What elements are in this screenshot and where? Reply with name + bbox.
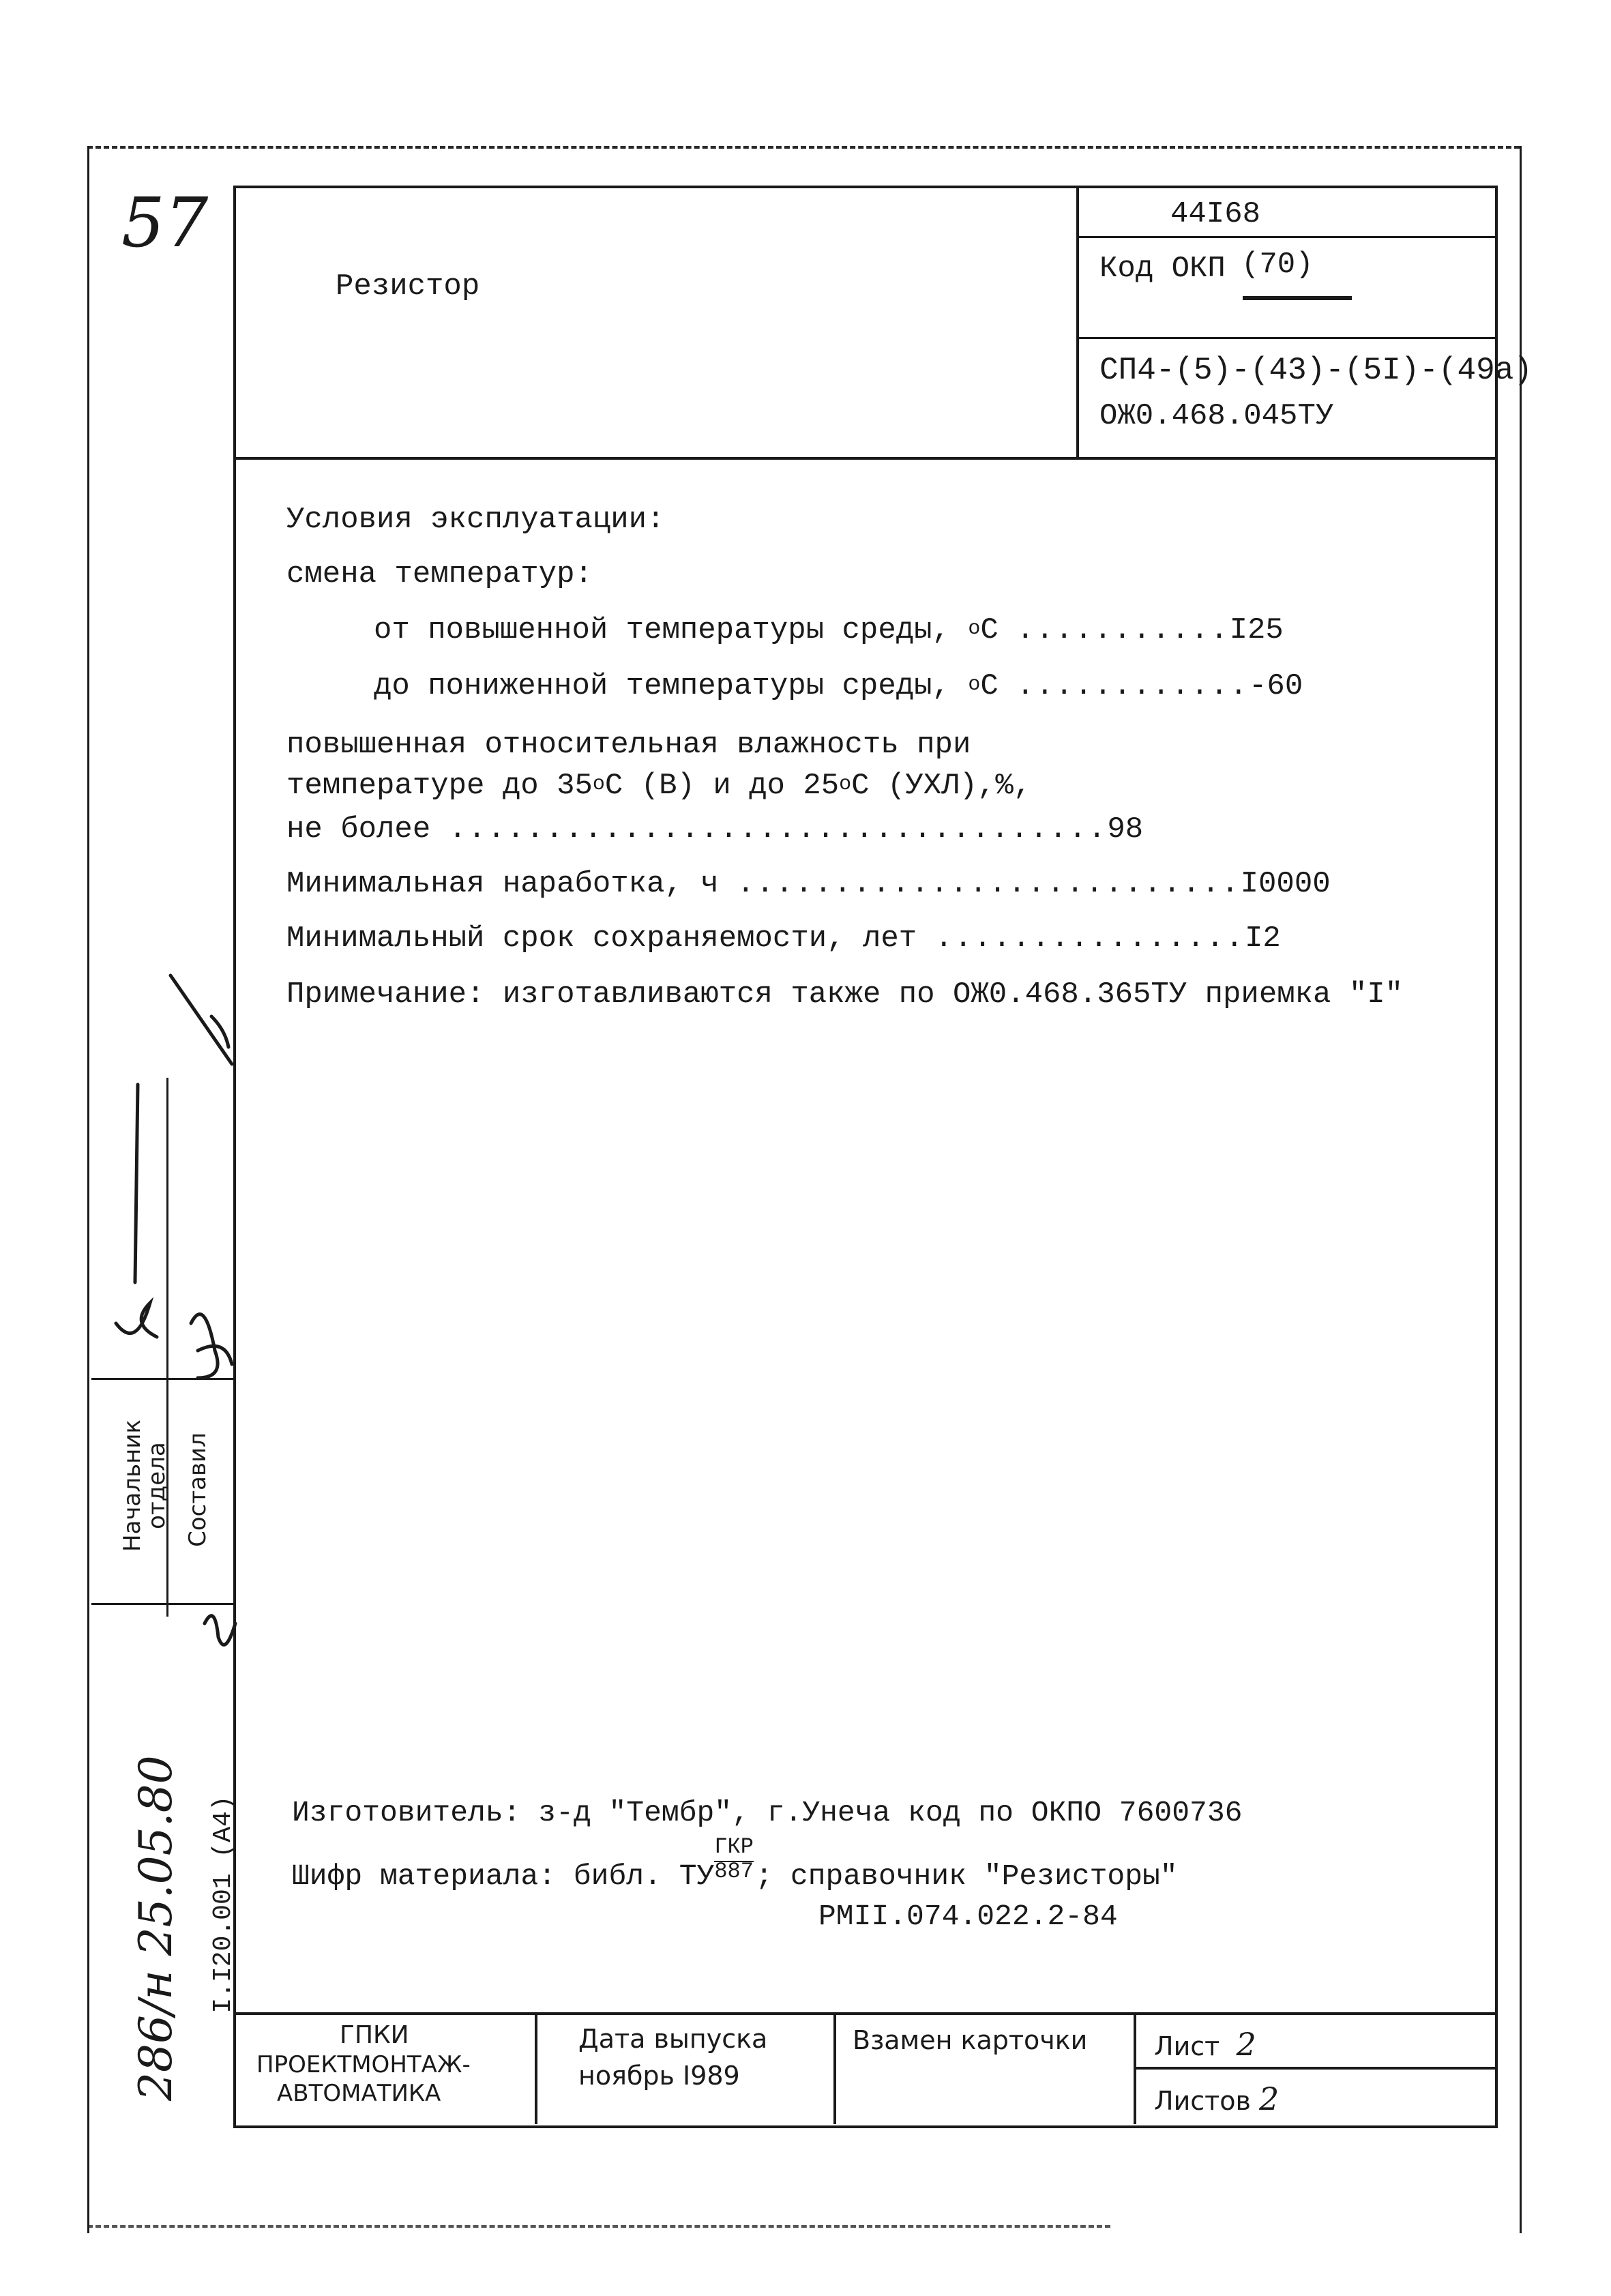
humidity-sup-1: о xyxy=(592,773,605,796)
note: Примечание: изготавливаются также по ОЖ0.468.365ТУ приемка "I" xyxy=(286,977,1404,1012)
stamp-compiled-label: Составил xyxy=(184,1432,211,1547)
humidity-not-more: не более xyxy=(286,812,431,847)
material-prefix: Шифр материала: библ. ТУ xyxy=(292,1859,715,1893)
humidity-line-2 xyxy=(286,771,1031,801)
header-code-line xyxy=(1076,236,1495,238)
signatures xyxy=(89,969,252,1705)
signature-small xyxy=(205,1616,235,1645)
main-frame xyxy=(233,186,1498,2128)
sheets-value: 2 xyxy=(1259,2080,1280,2117)
material-line-2: РМII.074.022.2-84 xyxy=(818,1900,1118,1933)
page-title: Резистор xyxy=(336,269,480,304)
high-temp-unit: С xyxy=(980,613,999,647)
leader-dots: ............ xyxy=(1016,669,1250,703)
leader-dots: .......................... xyxy=(737,867,1241,901)
header-vertical-divider xyxy=(1076,186,1079,458)
sheets-label-text: Листов xyxy=(1154,2086,1251,2116)
leader-dots: .................................. xyxy=(448,812,1108,847)
footer-divider-2 xyxy=(833,2012,836,2124)
fraction-top: ГКР xyxy=(714,1834,754,1859)
material-fraction xyxy=(714,1834,755,1884)
min-storage-value: I2 xyxy=(1245,922,1281,956)
low-temp-label: до пониженной температуры среды, xyxy=(374,669,950,703)
release-label: Дата выпуска xyxy=(578,2024,768,2054)
high-temp-label: от повышенной температуры среды, xyxy=(374,613,950,647)
low-temp-row xyxy=(374,671,1303,701)
stamp-head-label-2: отдела xyxy=(143,1442,171,1529)
temp-change-label: смена температур: xyxy=(286,557,593,591)
humidity-line-1: повышенная относительная влажность при xyxy=(286,728,971,762)
designation-line-2: ОЖ0.468.045ТУ xyxy=(1099,399,1334,433)
sheet-label xyxy=(1154,2026,1256,2063)
conditions-heading: Условия эксплуатации: xyxy=(286,503,665,537)
stamp-head-label-1: Начальник xyxy=(119,1419,146,1552)
signature-slash xyxy=(171,975,232,1064)
manufacturer-line: Изготовитель: з-д "Тембр", г.Унеча код по ОКПО 7600736 xyxy=(292,1796,1243,1829)
leader-dots: ................ xyxy=(934,922,1245,956)
low-temp-unit: С xyxy=(980,669,999,703)
org-line-3: АВТОМАТИКА xyxy=(277,2080,441,2107)
humidity-sup-2: о xyxy=(839,773,852,796)
high-temp-value: I25 xyxy=(1229,613,1284,647)
signature-head xyxy=(116,1085,157,1337)
footer-divider-1 xyxy=(535,2012,537,2124)
min-operating-label: Минимальная наработка, ч xyxy=(286,867,719,901)
humidity-line-3 xyxy=(286,812,1144,847)
org-line-2: ПРОЕКТМОНТАЖ- xyxy=(256,2051,471,2078)
org-line-1: ГПКИ xyxy=(340,2021,409,2049)
low-temp-value: -60 xyxy=(1249,669,1303,703)
designation-line-1: СП4-(5)-(43)-(5I)-(49а) xyxy=(1099,353,1533,388)
registration-handwritten: 286/н 25.05.80 xyxy=(130,1755,182,2101)
material-suffix: ; справочник "Резисторы" xyxy=(755,1859,1178,1893)
leader-dots: ........... xyxy=(1016,613,1230,647)
top-dashed-line xyxy=(87,146,1520,149)
humidity-value: 98 xyxy=(1107,812,1144,847)
humidity-text-c: С (УХЛ),%, xyxy=(851,769,1032,803)
sheet-value: 2 xyxy=(1236,2026,1256,2063)
okp-underline xyxy=(1243,296,1352,300)
sheet-number-handwritten: 57 xyxy=(121,183,209,263)
code-number: 44I68 xyxy=(1170,197,1261,231)
min-storage-row xyxy=(286,924,1281,954)
okp-label: Код ОКП xyxy=(1099,252,1226,286)
humidity-text-b: С (В) и до 25 xyxy=(604,769,840,803)
bottom-dashed-line xyxy=(87,2225,1110,2228)
min-operating-value: I0000 xyxy=(1240,867,1331,901)
material-line xyxy=(292,1834,1178,1893)
header-okp-line xyxy=(1076,337,1495,339)
right-edge-line xyxy=(1520,146,1522,2233)
form-code: I.I20.001 (А4) xyxy=(209,1795,238,2014)
humidity-text-a: температуре до 35 xyxy=(286,769,593,803)
high-temp-row xyxy=(374,615,1284,645)
fraction-bottom: 887 xyxy=(714,1859,754,1884)
signature-compiler xyxy=(191,1314,232,1378)
okp-value: (70) xyxy=(1241,248,1314,282)
high-temp-unit-sup: о xyxy=(968,617,981,641)
sheet-label-text: Лист xyxy=(1154,2031,1220,2061)
low-temp-unit-sup: о xyxy=(968,673,981,696)
replaces-label: Взамен карточки xyxy=(853,2025,1088,2055)
header-bottom-line xyxy=(233,457,1495,460)
min-operating-row xyxy=(286,869,1331,899)
release-date: ноябрь I989 xyxy=(578,2061,740,2091)
footer-top-line xyxy=(233,2012,1495,2015)
footer-sheet-line xyxy=(1134,2067,1495,2070)
min-storage-label: Минимальный срок сохраняемости, лет xyxy=(286,922,917,956)
sheets-label xyxy=(1154,2080,1280,2117)
